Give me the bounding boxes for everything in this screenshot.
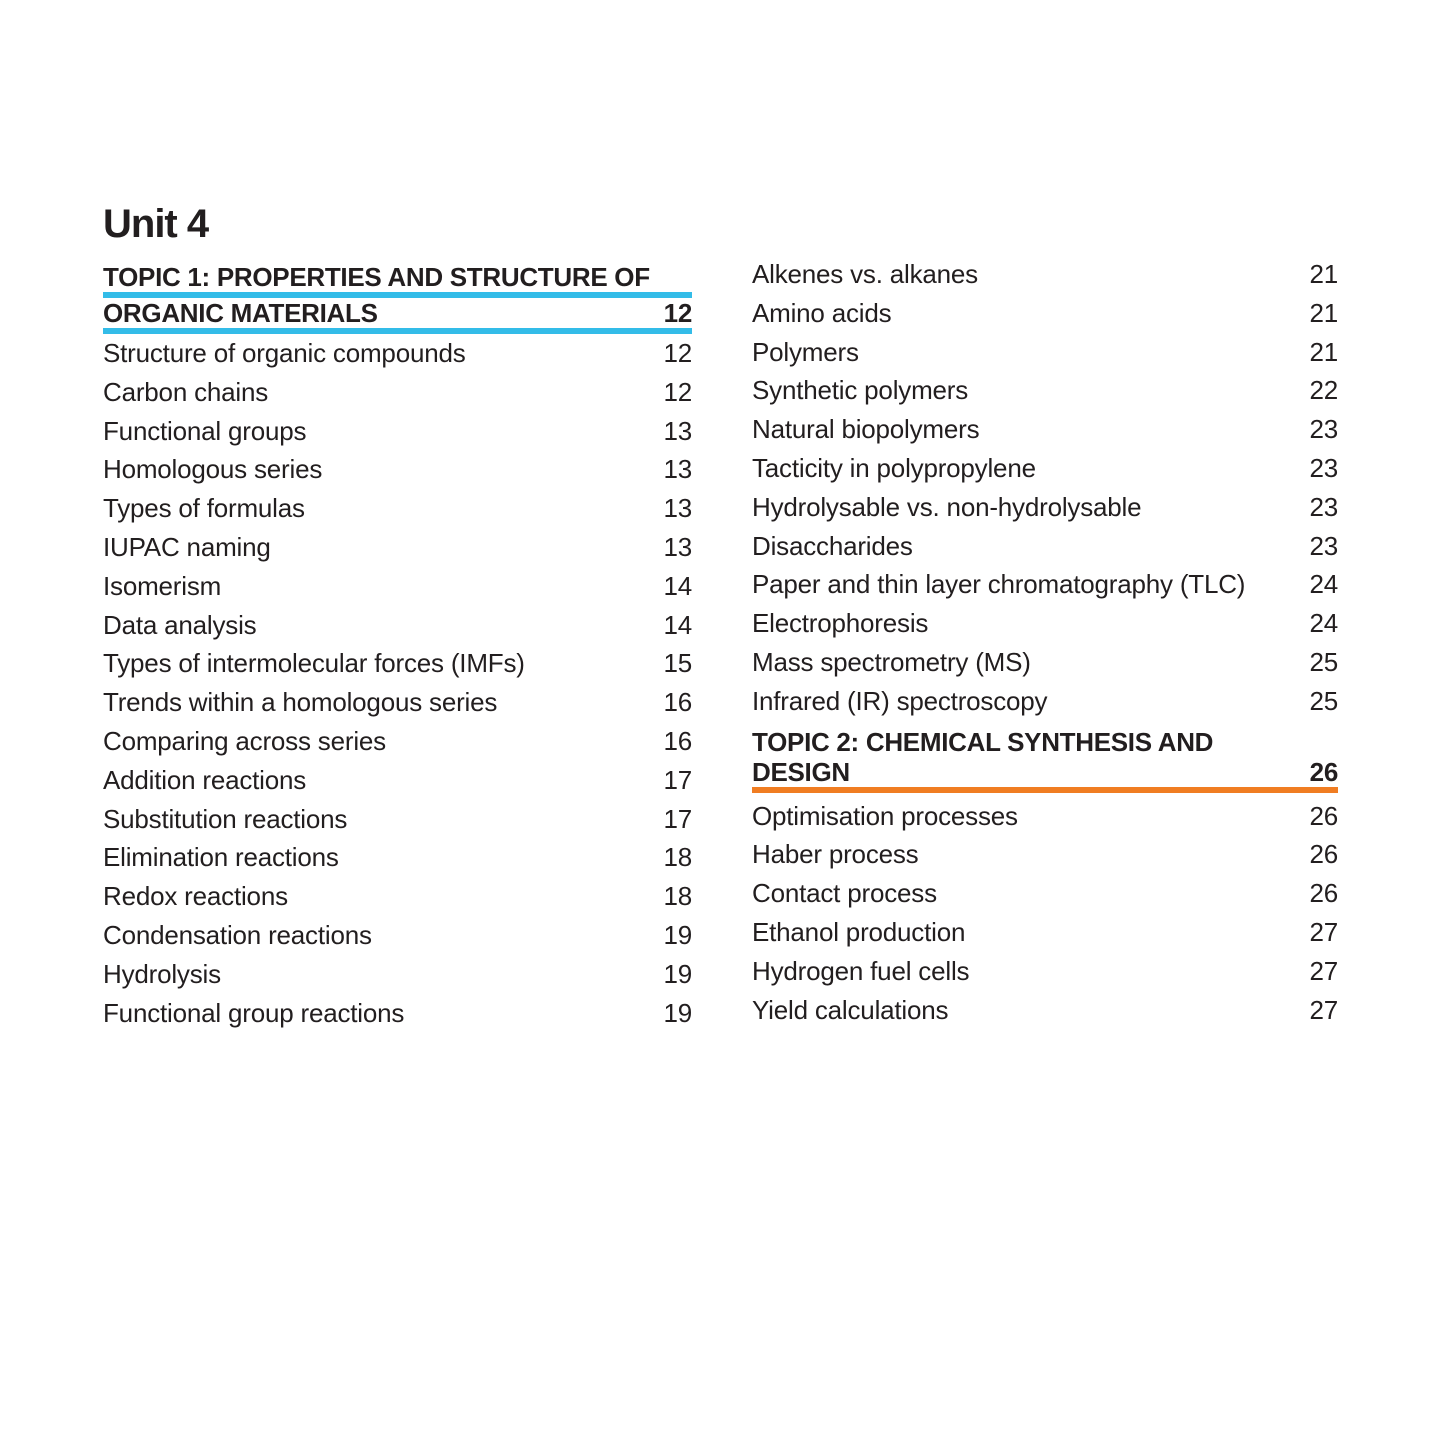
toc-entry-page: 16 xyxy=(663,725,692,756)
toc-entry-page: 23 xyxy=(1309,530,1338,561)
toc-entry xyxy=(103,489,692,528)
toc-entry-label: Types of formulas xyxy=(103,493,305,524)
toc-entry-page: 12 xyxy=(663,338,692,368)
toc-entry-label: Carbon chains xyxy=(103,376,269,407)
topic1-title-line1: TOPIC 1: PROPERTIES AND STRUCTURE OF xyxy=(103,262,650,292)
toc-entry-page: 12 xyxy=(663,376,692,407)
toc-entry-label: Hydrolysis xyxy=(103,958,221,989)
toc-entry xyxy=(752,371,1338,410)
toc-entry-label: Synthetic polymers xyxy=(752,375,969,406)
toc-entry-label: IUPAC naming xyxy=(103,531,271,562)
toc-entry-page: 13 xyxy=(663,531,692,562)
toc-entry-page: 21 xyxy=(1309,336,1338,367)
toc-entry-label: Contact process xyxy=(752,878,937,909)
toc-entry xyxy=(103,373,692,412)
toc-entry-label: Polymers xyxy=(752,336,859,367)
toc-entry xyxy=(752,797,1338,836)
toc-entry-page: 17 xyxy=(663,764,692,795)
toc-entry xyxy=(752,294,1338,333)
topic1-entry-list xyxy=(103,334,692,1032)
topic1-entry-list-continued xyxy=(752,255,1338,721)
toc-entry xyxy=(103,412,692,451)
toc-entry-label: Paper and thin layer chromatography (TLC) xyxy=(752,569,1246,600)
toc-entry xyxy=(752,449,1338,488)
toc-entry xyxy=(752,527,1338,566)
toc-entry xyxy=(103,800,692,839)
toc-entry xyxy=(752,835,1338,874)
toc-entry-page: 19 xyxy=(663,919,692,950)
toc-entry-page: 15 xyxy=(663,648,692,679)
toc-entry-label: Isomerism xyxy=(103,570,222,601)
toc-entry-page: 19 xyxy=(663,997,692,1028)
topic1-header-line1 xyxy=(103,262,692,298)
toc-entry xyxy=(103,450,692,489)
toc-entry-page: 14 xyxy=(663,570,692,601)
toc-entry-page: 23 xyxy=(1309,452,1338,483)
toc-entry-page: 27 xyxy=(1309,994,1338,1025)
toc-entry-page: 19 xyxy=(663,958,692,989)
toc-entry-page: 23 xyxy=(1309,491,1338,522)
toc-entry-label: Comparing across series xyxy=(103,725,386,756)
toc-entry-page: 18 xyxy=(663,881,692,912)
toc-entry-page: 21 xyxy=(1309,259,1338,289)
toc-entry-page: 21 xyxy=(1309,297,1338,328)
toc-entry xyxy=(752,643,1338,682)
toc-entry xyxy=(103,644,692,683)
toc-entry-label: Yield calculations xyxy=(752,994,949,1025)
toc-entry-label: Data analysis xyxy=(103,609,257,640)
toc-entry-label: Homologous series xyxy=(103,454,323,485)
toc-entry-label: Infrared (IR) spectroscopy xyxy=(752,685,1048,716)
topic2-page-number: 26 xyxy=(1309,756,1338,787)
toc-entry-page: 26 xyxy=(1309,878,1338,909)
toc-entry xyxy=(103,606,692,645)
toc-entry xyxy=(752,991,1338,1030)
toc-entry-label: Hydrogen fuel cells xyxy=(752,955,970,986)
topic2-title: TOPIC 2: CHEMICAL SYNTHESIS AND DESIGN xyxy=(752,726,1214,787)
topic1-header-line2 xyxy=(103,298,692,334)
toc-entry-page: 26 xyxy=(1309,839,1338,870)
toc-entry-label: Disaccharides xyxy=(752,530,913,561)
toc-entry xyxy=(103,916,692,955)
toc-entry-label: Structure of organic compounds xyxy=(103,338,466,368)
toc-entry-label: Ethanol production xyxy=(752,916,966,947)
toc-entry-label: Tacticity in polypropylene xyxy=(752,452,1036,483)
toc-entry-label: Electrophoresis xyxy=(752,608,929,639)
toc-entry-page: 14 xyxy=(663,609,692,640)
toc-entry-label: Natural biopolymers xyxy=(752,414,980,445)
toc-entry-page: 22 xyxy=(1309,375,1338,406)
toc-entry-page: 16 xyxy=(663,687,692,718)
toc-entry xyxy=(103,683,692,722)
toc-entry-page: 23 xyxy=(1309,414,1338,445)
toc-entry-label: Elimination reactions xyxy=(103,842,339,873)
toc-entry xyxy=(752,874,1338,913)
toc-entry xyxy=(752,333,1338,372)
toc-entry-page: 13 xyxy=(663,454,692,485)
toc-entry-page: 26 xyxy=(1309,800,1338,831)
toc-right-column xyxy=(752,255,1338,1029)
toc-entry xyxy=(103,955,692,994)
toc-entry-page: 13 xyxy=(663,493,692,524)
unit-title: Unit 4 xyxy=(103,202,209,246)
toc-entry xyxy=(752,488,1338,527)
toc-entry xyxy=(752,604,1338,643)
toc-entry-label: Condensation reactions xyxy=(103,919,372,950)
toc-entry-page: 25 xyxy=(1309,646,1338,677)
toc-entry-label: Redox reactions xyxy=(103,881,288,912)
topic1-page-number: 12 xyxy=(663,298,692,328)
toc-entry-page: 17 xyxy=(663,803,692,834)
toc-entry-page: 24 xyxy=(1309,569,1338,600)
toc-entry xyxy=(752,913,1338,952)
toc-entry xyxy=(103,838,692,877)
toc-entry xyxy=(752,255,1338,294)
toc-entry-label: Optimisation processes xyxy=(752,800,1018,831)
toc-entry-page: 27 xyxy=(1309,916,1338,947)
toc-entry-label: Functional groups xyxy=(103,415,307,446)
topic1-title-line2: ORGANIC MATERIALS xyxy=(103,298,378,328)
toc-entry-page: 27 xyxy=(1309,955,1338,986)
toc-entry-page: 13 xyxy=(663,415,692,446)
toc-entry xyxy=(103,994,692,1033)
toc-entry xyxy=(752,565,1338,604)
toc-entry-label: Substitution reactions xyxy=(103,803,348,834)
toc-entry-label: Mass spectrometry (MS) xyxy=(752,646,1031,677)
toc-entry xyxy=(103,761,692,800)
toc-entry xyxy=(103,567,692,606)
toc-entry-page: 18 xyxy=(663,842,692,873)
toc-entry xyxy=(103,528,692,567)
toc-entry-label: Addition reactions xyxy=(103,764,307,795)
toc-entry-page: 25 xyxy=(1309,685,1338,716)
toc-entry-label: Types of intermolecular forces (IMFs) xyxy=(103,648,525,679)
toc-entry-label: Alkenes vs. alkanes xyxy=(752,259,978,289)
toc-entry xyxy=(752,682,1338,721)
topic2-entry-list xyxy=(752,797,1338,1030)
toc-entry xyxy=(103,877,692,916)
toc-entry xyxy=(752,952,1338,991)
toc-entry-label: Hydrolysable vs. non-hydrolysable xyxy=(752,491,1142,522)
toc-entry xyxy=(752,410,1338,449)
toc-entry xyxy=(103,722,692,761)
toc-entry-label: Functional group reactions xyxy=(103,997,405,1028)
toc-entry xyxy=(103,334,692,373)
toc-entry-label: Trends within a homologous series xyxy=(103,687,498,718)
toc-entry-page: 24 xyxy=(1309,608,1338,639)
topic2-header xyxy=(752,727,1338,793)
toc-entry-label: Amino acids xyxy=(752,297,892,328)
toc-left-column xyxy=(103,262,692,1032)
toc-entry-label: Haber process xyxy=(752,839,919,870)
